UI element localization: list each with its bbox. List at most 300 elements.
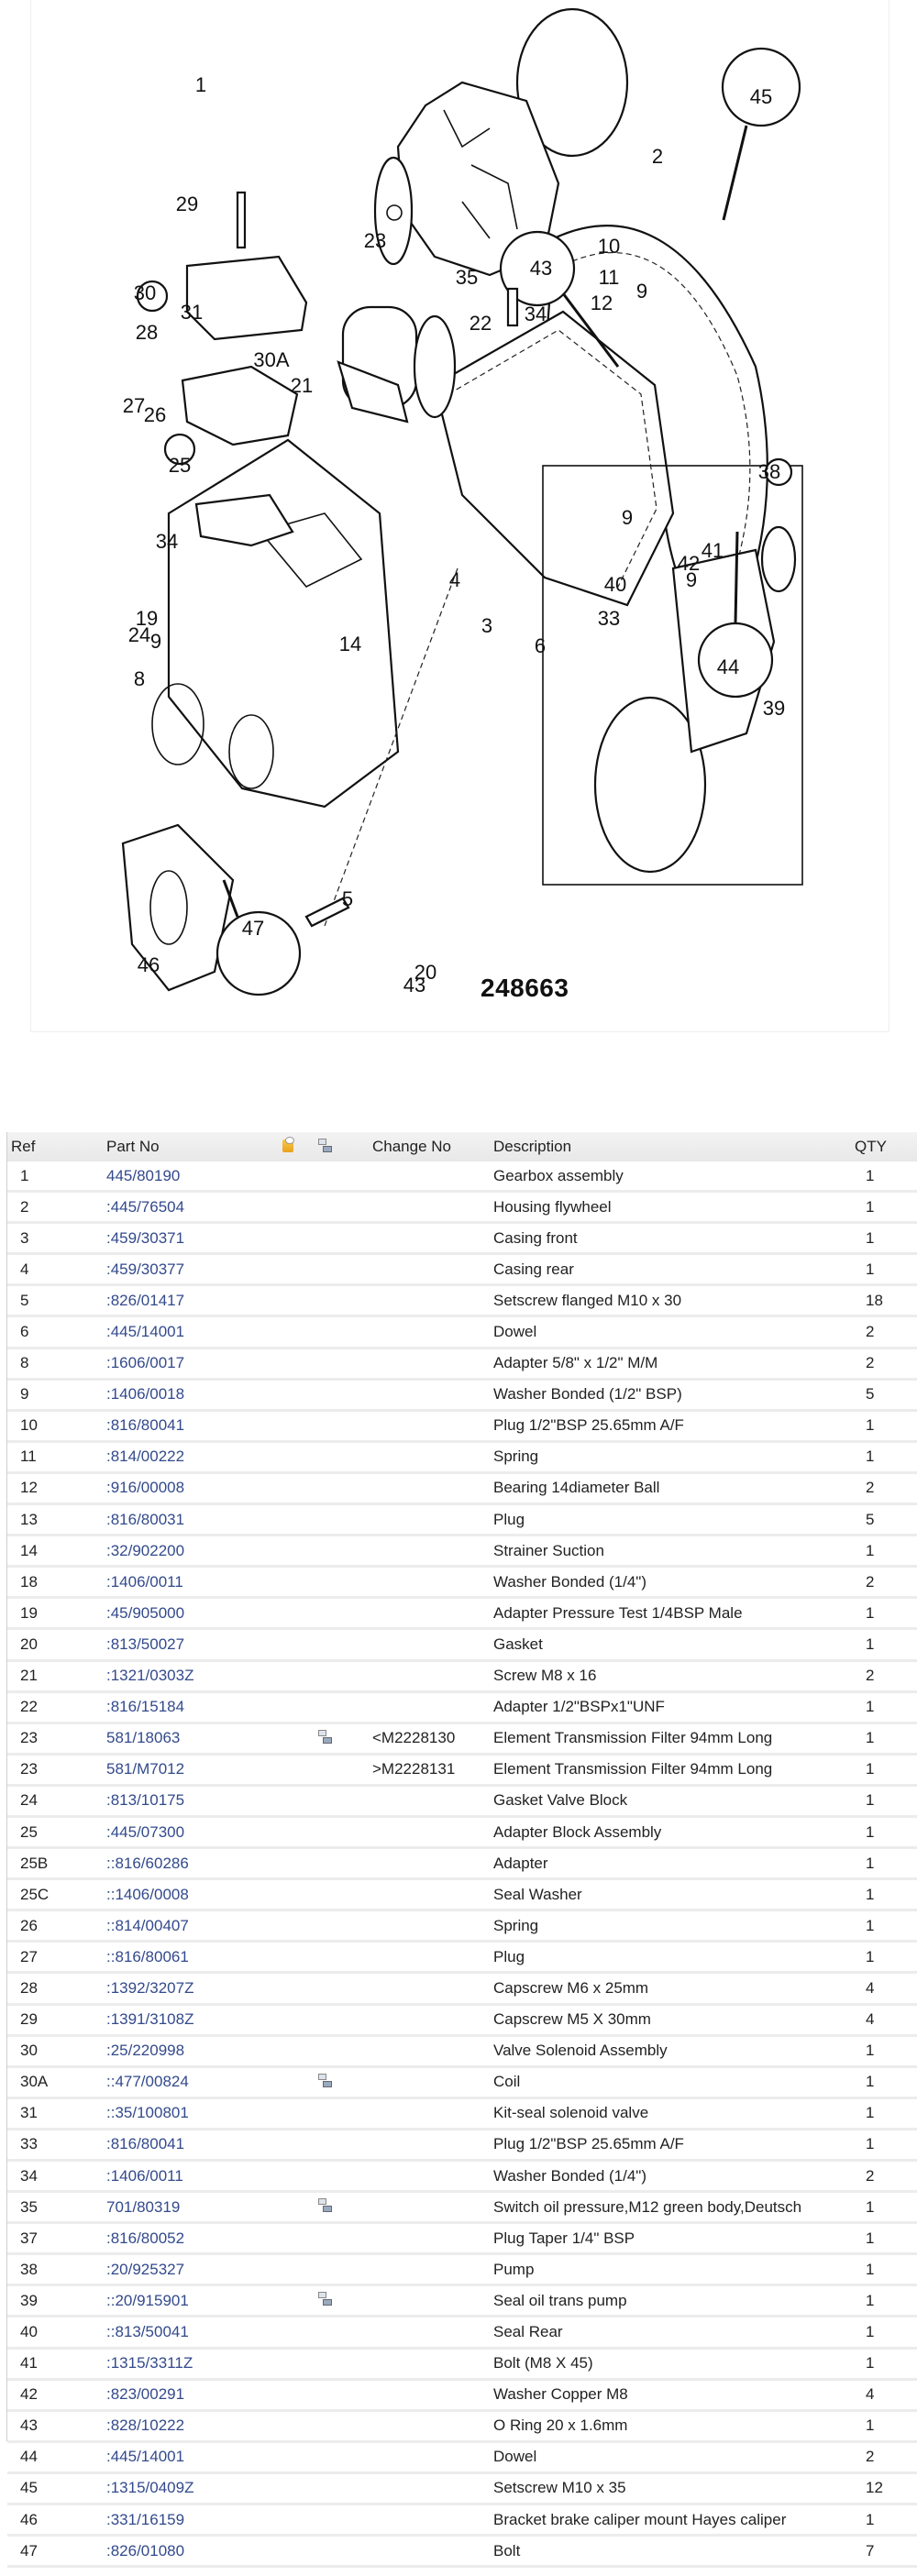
cell-qty: 1	[853, 1630, 917, 1661]
cell-part-no-link[interactable]: :20/925327	[106, 2255, 281, 2286]
cell-description: Spring	[493, 1443, 853, 1474]
cell-description: Capscrew M6 x 25mm	[493, 1974, 853, 2005]
cell-part-no-link[interactable]: 701/80319	[106, 2193, 281, 2224]
cell-part-no-link[interactable]: :445/14001	[106, 1317, 281, 1349]
table-row[interactable]	[7, 2474, 917, 2505]
callout-label[interactable]: 9	[149, 630, 162, 653]
cell-description: Washer Copper M8	[493, 2381, 853, 2412]
cell-change-no	[372, 2099, 493, 2130]
table-row[interactable]	[7, 1756, 917, 1787]
cell-change-no	[372, 1880, 493, 1911]
part-seal-oil-pump[interactable]	[762, 527, 795, 591]
cell-part-no-link[interactable]: :45/905000	[106, 1599, 281, 1630]
callout-label[interactable]: 45	[749, 85, 773, 108]
column-header-change-no[interactable]: Change No	[372, 1138, 452, 1155]
cell-description: Coil	[493, 2068, 853, 2099]
cell-part-no-link[interactable]: ::816/60286	[106, 1849, 281, 1880]
cell-description: Adapter	[493, 1849, 853, 1880]
cell-note	[281, 2037, 317, 2068]
cell-description: Washer Bonded (1/4")	[493, 2162, 853, 2193]
table-row[interactable]	[7, 1412, 917, 1443]
table-row[interactable]	[7, 2068, 917, 2099]
cell-note	[281, 2099, 317, 2130]
cell-supersession	[317, 2443, 372, 2474]
cell-part-no-link[interactable]: :814/00222	[106, 1443, 281, 1474]
cell-supersession	[317, 1880, 372, 1911]
callout-label[interactable]: 12	[590, 292, 613, 314]
table-row[interactable]	[7, 1349, 917, 1381]
cell-note	[281, 1818, 317, 1849]
cell-part-no-link[interactable]: :445/76504	[106, 1193, 281, 1224]
cell-note	[281, 1412, 317, 1443]
cell-part-no-link[interactable]: :1606/0017	[106, 1349, 281, 1381]
table-row[interactable]	[7, 1724, 917, 1756]
cell-qty: 1	[853, 1224, 917, 1255]
cell-ref: 33	[7, 2130, 106, 2162]
cell-supersession	[317, 1630, 372, 1661]
cell-part-no-link[interactable]: :25/220998	[106, 2037, 281, 2068]
cell-qty: 1	[853, 1599, 917, 1630]
cell-part-no-link[interactable]: ::1406/0008	[106, 1880, 281, 1911]
cell-part-no-link[interactable]: :445/14001	[106, 2443, 281, 2474]
table-row[interactable]	[7, 1505, 917, 1536]
table-header-row	[7, 1132, 917, 1161]
cell-note	[281, 1724, 317, 1756]
cell-part-no-link[interactable]: :813/50027	[106, 1630, 281, 1661]
cell-change-no	[372, 2350, 493, 2381]
cell-part-no-link[interactable]: :813/10175	[106, 1787, 281, 1818]
cell-supersession	[317, 1255, 372, 1286]
cell-supersession	[317, 2537, 372, 2568]
part-switch-oil-pressure[interactable]	[508, 289, 517, 325]
callout-label[interactable]: 4	[448, 568, 461, 591]
cell-qty: 1	[853, 1443, 917, 1474]
cell-ref: 1	[7, 1161, 106, 1193]
supersession-icon[interactable]	[317, 1729, 332, 1744]
supersession-icon	[317, 1138, 332, 1152]
table-row[interactable]	[7, 1662, 917, 1693]
cell-change-no	[372, 1224, 493, 1255]
callout-label[interactable]: 27	[122, 394, 146, 417]
cell-note	[281, 2193, 317, 2224]
cell-note	[281, 1193, 317, 1224]
table-row[interactable]	[7, 1849, 917, 1880]
cell-supersession	[317, 1911, 372, 1943]
cell-ref: 24	[7, 1787, 106, 1818]
cell-part-no-link[interactable]: ::816/80061	[106, 1943, 281, 1974]
cell-qty: 1	[853, 1880, 917, 1911]
cell-change-no	[372, 1911, 493, 1943]
callout-label[interactable]: 23	[363, 229, 387, 252]
cell-note	[281, 2162, 317, 2193]
cell-change-no	[372, 1662, 493, 1693]
cell-note	[281, 2412, 317, 2443]
cell-part-no-link[interactable]: :816/80041	[106, 1412, 281, 1443]
cell-part-no-link[interactable]: :1321/0303Z	[106, 1662, 281, 1693]
cell-supersession	[317, 1568, 372, 1599]
cell-qty: 1	[853, 1193, 917, 1224]
cell-ref: 29	[7, 2006, 106, 2037]
callout-label[interactable]: 46	[137, 953, 160, 976]
cell-change-no	[372, 1255, 493, 1286]
table-row[interactable]	[7, 2099, 917, 2130]
table-row[interactable]	[7, 1693, 917, 1724]
table-row[interactable]	[7, 1630, 917, 1661]
cell-change-no	[372, 1974, 493, 2005]
cell-note	[281, 1849, 317, 1880]
part-capscrew-29[interactable]	[238, 193, 245, 248]
cell-note	[281, 1349, 317, 1381]
callout-label[interactable]: 39	[762, 697, 786, 720]
cell-part-no-link[interactable]: :828/10222	[106, 2412, 281, 2443]
table-row[interactable]	[7, 2350, 917, 2381]
cell-note	[281, 1911, 317, 1943]
table-row[interactable]	[7, 1286, 917, 1317]
table-row[interactable]	[7, 2286, 917, 2317]
cell-change-no	[372, 2381, 493, 2412]
column-header-qty[interactable]: QTY	[855, 1138, 887, 1155]
callout-label[interactable]: 42	[677, 552, 701, 575]
cell-part-no-link[interactable]: :331/16159	[106, 2505, 281, 2537]
cell-description: Washer Bonded (1/2" BSP)	[493, 1381, 853, 1412]
cell-description: Adapter 1/2"BSPx1"UNF	[493, 1693, 853, 1724]
cell-description: Casing front	[493, 1224, 853, 1255]
callout-label[interactable]: 28	[135, 321, 159, 344]
table-row[interactable]	[7, 1536, 917, 1568]
cell-part-no-link[interactable]: :823/00291	[106, 2381, 281, 2412]
callout-label[interactable]: 1	[194, 73, 207, 96]
cell-supersession	[317, 2317, 372, 2349]
callout-label[interactable]: 38	[757, 460, 781, 483]
cell-ref: 3	[7, 1224, 106, 1255]
cell-description: Kit-seal solenoid valve	[493, 2099, 853, 2130]
cell-note	[281, 1630, 317, 1661]
cell-part-no-link[interactable]: :816/15184	[106, 1693, 281, 1724]
cell-note	[281, 1317, 317, 1349]
note-icon	[281, 1137, 295, 1153]
cell-qty: 5	[853, 1381, 917, 1412]
cell-description: Adapter 5/8" x 1/2" M/M	[493, 1349, 853, 1381]
cell-supersession	[317, 2130, 372, 2162]
callout-label[interactable]: 22	[469, 312, 492, 335]
cell-ref: 21	[7, 1662, 106, 1693]
callout-label[interactable]: 40	[603, 573, 627, 596]
cell-description: Valve Solenoid Assembly	[493, 2037, 853, 2068]
cell-supersession	[317, 2068, 372, 2099]
cell-description: Gearbox assembly	[493, 1161, 853, 1193]
table-row[interactable]	[7, 1381, 917, 1412]
cell-qty: 1	[853, 1412, 917, 1443]
drawing-number: 248663	[481, 974, 569, 1002]
cell-qty: 2	[853, 2162, 917, 2193]
parts-table	[7, 1132, 917, 2568]
supersession-icon[interactable]	[317, 2073, 332, 2087]
cell-note	[281, 1224, 317, 1255]
cell-change-no: <M2228130	[372, 1724, 493, 1756]
cell-part-no-link[interactable]: 581/M7012	[106, 1756, 281, 1787]
cell-ref: 2	[7, 1193, 106, 1224]
cell-qty: 1	[853, 2130, 917, 2162]
cell-description: O Ring 20 x 1.6mm	[493, 2412, 853, 2443]
callout-label[interactable]: 33	[597, 607, 621, 630]
callout-label[interactable]: 34	[524, 303, 547, 325]
cell-description: Pump	[493, 2255, 853, 2286]
cell-change-no	[372, 1412, 493, 1443]
cell-qty: 4	[853, 2006, 917, 2037]
cell-part-no-link[interactable]: ::20/915901	[106, 2286, 281, 2317]
cell-part-no-link[interactable]: 445/80190	[106, 1161, 281, 1193]
callout-label[interactable]: 9	[635, 280, 648, 303]
cell-part-no-link[interactable]: :1392/3207Z	[106, 1974, 281, 2005]
cell-description: Adapter Block Assembly	[493, 1818, 853, 1849]
table-row[interactable]	[7, 1193, 917, 1224]
cell-part-no-link[interactable]: :445/07300	[106, 1818, 281, 1849]
callout-label[interactable]: 5	[341, 887, 354, 910]
cell-change-no	[372, 2130, 493, 2162]
cell-note	[281, 2505, 317, 2537]
cell-ref: 6	[7, 1317, 106, 1349]
cell-description: Gasket Valve Block	[493, 1787, 853, 1818]
column-header-part-no[interactable]: Part No	[106, 1138, 160, 1155]
table-row[interactable]	[7, 1161, 917, 1193]
callout-label[interactable]: 47	[241, 917, 265, 940]
cell-qty: 1	[853, 1818, 917, 1849]
cell-part-no-link[interactable]: :1315/3311Z	[106, 2350, 281, 2381]
table-row[interactable]	[7, 2381, 917, 2412]
cell-part-no-link[interactable]: :459/30371	[106, 1224, 281, 1255]
cell-part-no-link[interactable]: :1406/0018	[106, 1381, 281, 1412]
cell-note	[281, 1662, 317, 1693]
cell-part-no-link[interactable]: :1391/3108Z	[106, 2006, 281, 2037]
cell-qty: 1	[853, 1911, 917, 1943]
cell-change-no	[372, 1849, 493, 1880]
callout-label[interactable]: 3	[481, 614, 493, 637]
cell-description: Housing flywheel	[493, 1193, 853, 1224]
cell-supersession	[317, 2350, 372, 2381]
cell-part-no-link[interactable]: ::813/50041	[106, 2317, 281, 2349]
cell-change-no	[372, 2037, 493, 2068]
cell-note	[281, 1756, 317, 1787]
cell-qty: 1	[853, 2068, 917, 2099]
table-row[interactable]	[7, 2505, 917, 2537]
cell-supersession	[317, 1787, 372, 1818]
cell-description: Plug 1/2"BSP 25.65mm A/F	[493, 2130, 853, 2162]
callout-label[interactable]: 29	[175, 193, 199, 215]
part-valve-solenoid[interactable]	[187, 257, 306, 339]
table-row[interactable]	[7, 1568, 917, 1599]
callout-label[interactable]: 26	[143, 403, 167, 426]
cell-change-no	[372, 1599, 493, 1630]
cell-change-no	[372, 2317, 493, 2349]
cell-part-no-link[interactable]: :816/80041	[106, 2130, 281, 2162]
cell-part-no-link[interactable]: :816/80031	[106, 1505, 281, 1536]
cell-note	[281, 2474, 317, 2505]
table-row[interactable]	[7, 1224, 917, 1255]
cell-part-no-link[interactable]: ::477/00824	[106, 2068, 281, 2099]
part-adapter-block[interactable]	[182, 367, 297, 445]
table-row[interactable]	[7, 1818, 917, 1849]
column-header-description[interactable]: Description	[493, 1138, 572, 1155]
callout-label[interactable]: 24	[127, 623, 151, 646]
cell-ref: 38	[7, 2255, 106, 2286]
table-row[interactable]	[7, 1255, 917, 1286]
table-row[interactable]	[7, 2130, 917, 2162]
cell-description: Setscrew M10 x 35	[493, 2474, 853, 2505]
cell-description: Element Transmission Filter 94mm Long	[493, 1756, 853, 1787]
cell-ref: 27	[7, 1943, 106, 1974]
callout-label[interactable]: 44	[716, 655, 740, 678]
callout-label[interactable]: 2	[651, 145, 664, 168]
cell-description: Bolt (M8 X 45)	[493, 2350, 853, 2381]
callout-label[interactable]: 43	[529, 257, 553, 280]
table-row[interactable]	[7, 2193, 917, 2224]
table-row[interactable]	[7, 1880, 917, 1911]
cell-supersession	[317, 2474, 372, 2505]
column-header-note	[281, 1132, 317, 1161]
cell-supersession	[317, 1974, 372, 2005]
cell-part-no-link[interactable]: :916/00008	[106, 1474, 281, 1505]
table-row[interactable]	[7, 1317, 917, 1349]
cell-supersession	[317, 2037, 372, 2068]
cell-ref: 47	[7, 2537, 106, 2568]
callout-label[interactable]: 19	[135, 607, 159, 630]
table-row[interactable]	[7, 2037, 917, 2068]
callout-label[interactable]: 30	[133, 281, 157, 304]
cell-ref: 34	[7, 2162, 106, 2193]
cell-change-no	[372, 2224, 493, 2255]
callout-label[interactable]: 25	[168, 454, 192, 477]
cell-description: Switch oil pressure,M12 green body,Deutsch	[493, 2193, 853, 2224]
cell-note	[281, 1474, 317, 1505]
callout-label[interactable]: 9	[685, 568, 698, 591]
cell-change-no	[372, 2505, 493, 2537]
cell-supersession	[317, 2412, 372, 2443]
callout-label[interactable]: 30A	[253, 348, 290, 371]
callout-label[interactable]: 10	[597, 235, 621, 258]
cell-supersession	[317, 1349, 372, 1381]
cell-ref: 12	[7, 1474, 106, 1505]
cell-note	[281, 1505, 317, 1536]
cell-description: Dowel	[493, 1317, 853, 1349]
callout-label[interactable]: 43	[403, 974, 426, 996]
cell-part-no-link[interactable]: 581/18063	[106, 1724, 281, 1756]
callout-label[interactable]: 35	[455, 266, 479, 289]
cell-part-no-link[interactable]: :826/01417	[106, 1286, 281, 1317]
cell-part-no-link[interactable]: ::814/00407	[106, 1911, 281, 1943]
cell-part-no-link[interactable]: ::35/100801	[106, 2099, 281, 2130]
table-row[interactable]	[7, 1943, 917, 1974]
cell-supersession	[317, 1193, 372, 1224]
cell-part-no-link[interactable]: :826/01080	[106, 2537, 281, 2568]
table-row[interactable]	[7, 2537, 917, 2568]
table-row[interactable]	[7, 1974, 917, 2005]
cell-qty: 1	[853, 1724, 917, 1756]
cell-part-no-link[interactable]: :1406/0011	[106, 2162, 281, 2193]
cell-ref: 19	[7, 1599, 106, 1630]
table-row[interactable]	[7, 1787, 917, 1818]
callout-label[interactable]: 21	[290, 374, 314, 397]
cell-qty: 1	[853, 1943, 917, 1974]
cell-note	[281, 1693, 317, 1724]
cell-supersession	[317, 1474, 372, 1505]
table-row[interactable]	[7, 1474, 917, 1505]
cell-description: Plug	[493, 1505, 853, 1536]
supersession-icon[interactable]	[317, 2291, 332, 2306]
cell-change-no	[372, 2286, 493, 2317]
cell-supersession	[317, 2381, 372, 2412]
parts-list	[6, 1132, 917, 2559]
part-casing-rear[interactable]	[149, 440, 398, 807]
cell-ref: 22	[7, 1693, 106, 1724]
cell-qty: 2	[853, 1317, 917, 1349]
cell-part-no-link[interactable]: :459/30377	[106, 1255, 281, 1286]
cell-change-no	[372, 1381, 493, 1412]
cell-description: Plug	[493, 1943, 853, 1974]
table-row[interactable]	[7, 1443, 917, 1474]
cell-ref: 4	[7, 1255, 106, 1286]
cell-description: Spring	[493, 1911, 853, 1943]
callout-label[interactable]: 31	[180, 301, 204, 324]
table-row[interactable]	[7, 2317, 917, 2349]
cell-part-no-link[interactable]: :1406/0011	[106, 1568, 281, 1599]
cell-part-no-link[interactable]: :1315/0409Z	[106, 2474, 281, 2505]
cell-qty: 1	[853, 2317, 917, 2349]
callout-label[interactable]: 9	[621, 506, 634, 529]
cell-ref: 5	[7, 1286, 106, 1317]
supersession-icon[interactable]	[317, 2197, 332, 2212]
table-row[interactable]	[7, 2255, 917, 2286]
cell-ref: 35	[7, 2193, 106, 2224]
cell-supersession	[317, 1505, 372, 1536]
cell-supersession	[317, 2224, 372, 2255]
cell-qty: 2	[853, 1568, 917, 1599]
callout-label[interactable]: 11	[598, 266, 620, 289]
cell-note	[281, 2006, 317, 2037]
cell-part-no-link[interactable]: :32/902200	[106, 1536, 281, 1568]
column-header-ref[interactable]: Ref	[11, 1138, 36, 1155]
table-row[interactable]	[7, 1911, 917, 1943]
callout-label[interactable]: 20	[414, 961, 437, 984]
cell-note	[281, 2224, 317, 2255]
cell-change-no	[372, 2443, 493, 2474]
cell-qty: 1	[853, 1255, 917, 1286]
cell-description: Bolt	[493, 2537, 853, 2568]
cell-qty: 1	[853, 1161, 917, 1193]
cell-description: Bracket brake caliper mount Hayes caliper	[493, 2505, 853, 2537]
callout-label[interactable]: 6	[534, 634, 547, 657]
cell-ref: 41	[7, 2350, 106, 2381]
table-row[interactable]	[7, 2006, 917, 2037]
cell-supersession	[317, 2099, 372, 2130]
cell-part-no-link[interactable]: :816/80052	[106, 2224, 281, 2255]
callout-label[interactable]: 34	[155, 530, 179, 553]
exploded-parts-diagram	[30, 0, 889, 1032]
table-row[interactable]	[7, 2443, 917, 2474]
callout-label[interactable]: 41	[701, 539, 724, 562]
cell-description: Capscrew M5 X 30mm	[493, 2006, 853, 2037]
callout-label[interactable]: 14	[338, 633, 362, 655]
cell-supersession	[317, 1443, 372, 1474]
table-row[interactable]	[7, 1599, 917, 1630]
cell-ref: 20	[7, 1630, 106, 1661]
cell-ref: 45	[7, 2474, 106, 2505]
table-row[interactable]	[7, 2412, 917, 2443]
cell-change-no	[372, 1286, 493, 1317]
table-row[interactable]	[7, 2224, 917, 2255]
cell-change-no	[372, 2255, 493, 2286]
callout-label[interactable]: 8	[133, 667, 146, 690]
table-row[interactable]	[7, 2162, 917, 2193]
